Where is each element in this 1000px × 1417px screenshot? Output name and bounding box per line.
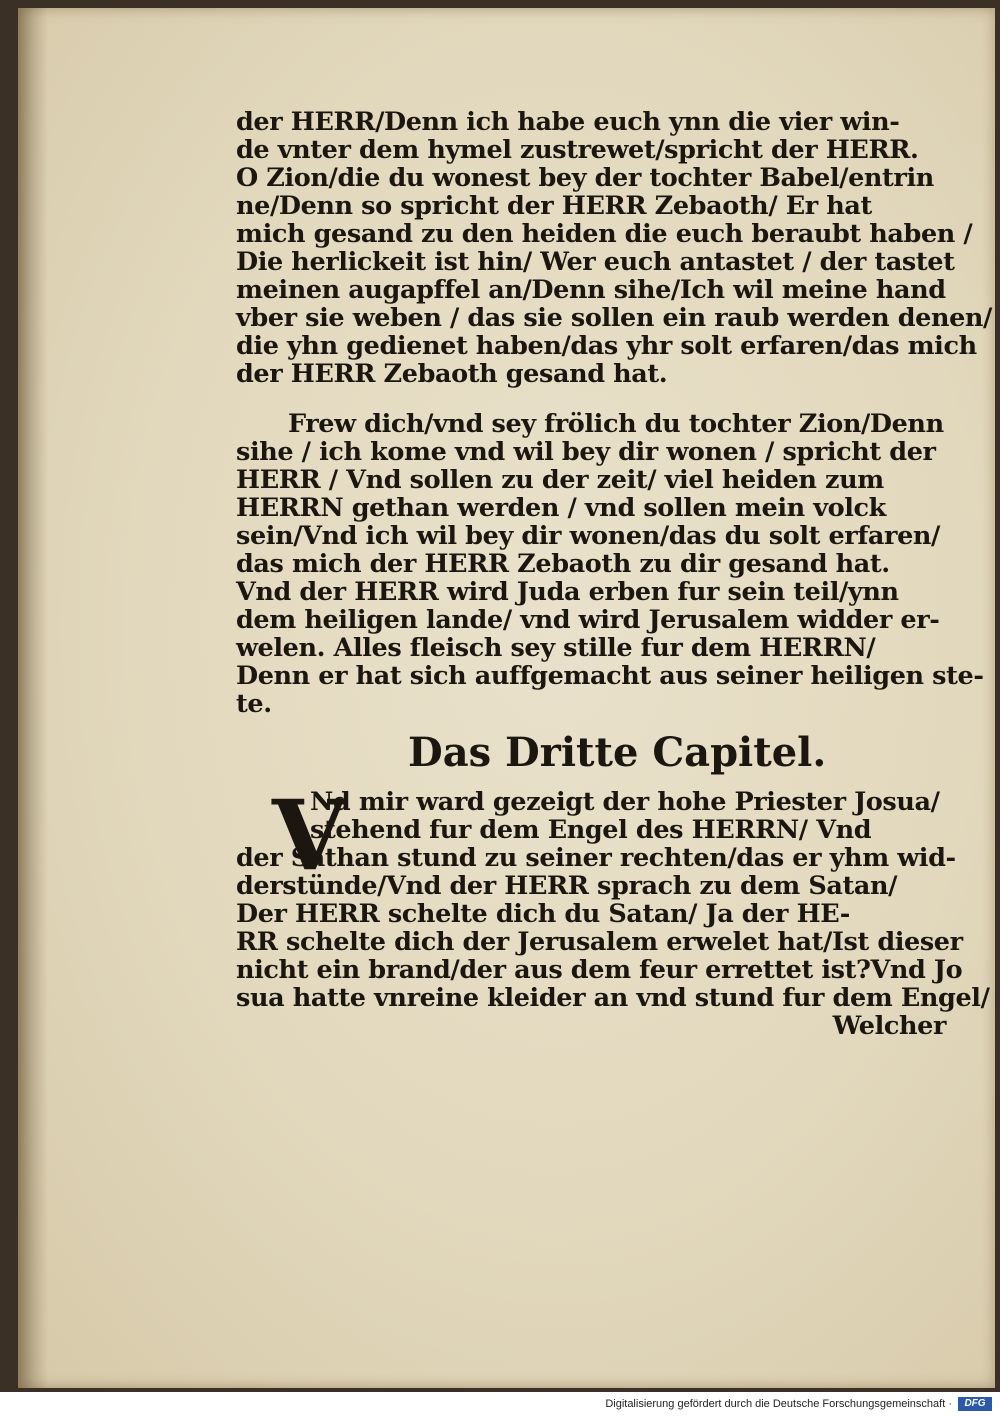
text-line: ne/Denn so spricht der HERR Zebaoth/ Er hat: [236, 191, 872, 221]
book-page: [18, 8, 995, 1388]
text-line: der Sathan stund zu seiner rechten/das er yhm wid-: [236, 843, 956, 873]
paragraph-gap: [236, 388, 956, 410]
footer-bar: [0, 1392, 1000, 1417]
text-line: derstünde/Vnd der HERR sprach zu dem Satan/: [236, 871, 898, 901]
text-line: HERRN gethan werden / vnd sollen mein volck: [236, 493, 886, 523]
page-gutter-shadow: [18, 8, 48, 1388]
text-line: Vnd der HERR wird Juda erben fur sein teil/ynn: [236, 577, 899, 607]
drop-cap: V: [272, 779, 347, 892]
text-line: RR schelte dich der Jerusalem erwelet hat/Ist dieser: [236, 927, 963, 957]
text-line: HERR / Vnd sollen zu der zeit/ viel heiden zum: [236, 465, 884, 495]
text-line: der HERR/Denn ich habe euch ynn die vier win-: [236, 107, 900, 137]
text-line: Die herlickeit ist hin/ Wer euch antastet / der tastet: [236, 247, 955, 277]
text-line: sihe / ich kome vnd wil bey dir wonen / spricht der: [236, 437, 936, 467]
text-line: der HERR Zebaoth gesand hat.: [236, 359, 668, 389]
text-line: vber sie weben / das sie sollen ein raub werden denen/: [236, 303, 992, 333]
text-line: Nd mir ward gezeigt der hohe Priester Josua/: [310, 787, 940, 817]
text-line: mich gesand zu den heiden die euch beraubt haben /: [236, 219, 973, 249]
funding-credit: Digitalisierung gefördert durch die Deutsche Forschungsgemeinschaft ·: [605, 1398, 952, 1410]
text-line: Der HERR schelte dich du Satan/ Ja der HE-: [236, 899, 850, 929]
text-line: nicht ein brand/der aus dem feur errettet ist?Vnd Jo: [236, 955, 963, 985]
catchword: Welcher: [832, 1011, 946, 1041]
text-line: meinen augapffel an/Denn sihe/Ich wil meine hand: [236, 275, 946, 305]
text-line: dem heiligen lande/ vnd wird Jerusalem widder er-: [236, 605, 940, 635]
chapter-heading: Das Dritte Capitel.: [408, 729, 827, 776]
text-line: welen. Alles fleisch sey stille fur dem HERRN/: [236, 633, 876, 663]
text-line: te.: [236, 689, 272, 719]
chapter-body: [236, 779, 990, 1041]
dfg-logo: DFG: [958, 1397, 992, 1411]
text-line: stehend fur dem Engel des HERRN/ Vnd: [310, 815, 872, 845]
text-line: de vnter dem hymel zustrewet/spricht der HERR.: [236, 135, 919, 165]
text-line: sua hatte vnreine kleider an vnd stund fur dem Engel/: [236, 983, 990, 1013]
text-line: Denn er hat sich auffgemacht aus seiner heiligen ste-: [236, 661, 984, 691]
text-line: Frew dich/vnd sey frölich du tochter Zion/Denn: [288, 409, 944, 439]
text-block: [236, 107, 992, 1041]
text-line: die yhn gedienet haben/das yhr solt erfaren/das mich: [236, 331, 977, 361]
text-line: das mich der HERR Zebaoth zu dir gesand hat.: [236, 549, 890, 579]
text-line: sein/Vnd ich wil bey dir wonen/das du solt erfaren/: [236, 521, 940, 551]
text-line: O Zion/die du wonest bey der tochter Babel/entrin: [236, 163, 934, 193]
